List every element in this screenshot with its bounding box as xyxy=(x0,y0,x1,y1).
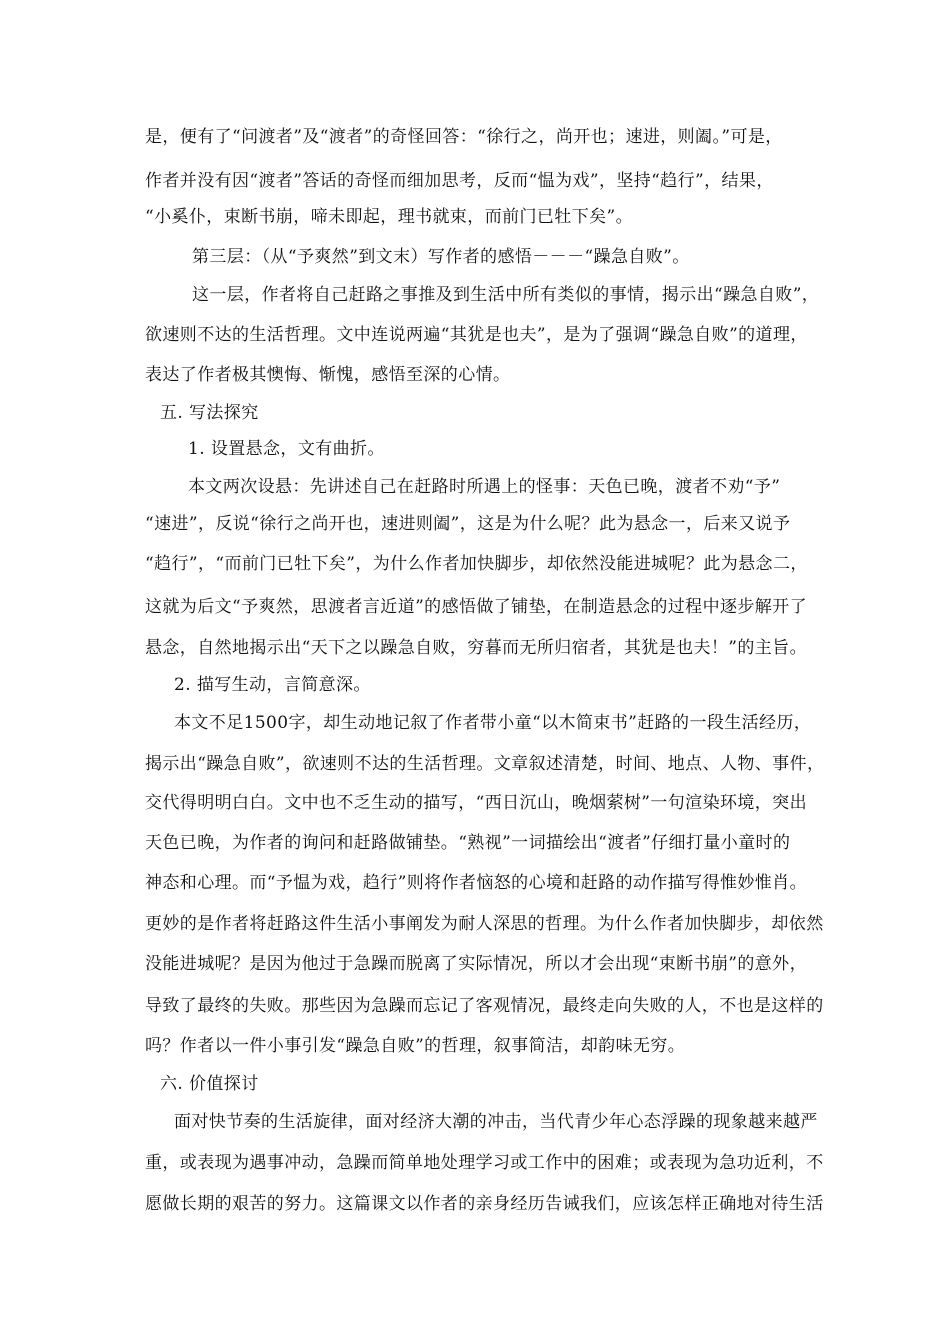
text-line: 愿做长期的艰苦的努力。这篇课文以作者的亲身经历告诫我们，应该怎样正确地对待生活 xyxy=(145,1194,824,1214)
text-line: 这就为后文“予爽然，思渡者言近道”的感悟做了铺垫，在制造悬念的过程中逐步解开了 xyxy=(145,597,807,617)
text-line: 本文不足1500字，却生动地记叙了作者带小童“以木简束书”赶路的一段生活经历， xyxy=(174,713,812,733)
text-line: 是，便有了“问渡者”及“渡者”的奇怪回答：“徐行之，尚开也；速进，则阖。”可是， xyxy=(145,127,783,147)
text-line: “趋行”，“而前门已牡下矣”，为什么作者加快脚步，却依然没能进城呢？此为悬念二， xyxy=(145,554,808,574)
text-line: 没能进城呢？是因为他过于急躁而脱离了实际情况，所以才会出现“束断书崩”的意外， xyxy=(145,954,807,974)
section-heading-layer-three: 第三层：（从“予爽然”到文末）写作者的感悟－－－“躁急自败”。 xyxy=(192,247,690,267)
section-heading-value-discussion: 六. 价值探讨 xyxy=(160,1074,259,1094)
section-heading-writing-style: 五. 写法探究 xyxy=(160,403,259,423)
text-line: 作者并没有因“渡者”答话的奇怪而细加思考，反而“愠为戏”，坚持“趋行”，结果， xyxy=(145,171,774,191)
text-line: 这一层，作者将自己赶路之事推及到生活中所有类似的事情，揭示出“躁急自败”， xyxy=(192,285,820,305)
text-line: 吗？作者以一件小事引发“躁急自败”的哲理，叙事简洁，却韵味无穷。 xyxy=(145,1036,686,1056)
text-line: 交代得明明白白。文中也不乏生动的描写，“西日沉山，晚烟萦树”一句渲染环境，突出 xyxy=(145,793,807,813)
text-line: 重，或表现为遇事冲动，急躁而简单地处理学习或工作中的困难；或表现为急功近利，不 xyxy=(145,1153,824,1173)
text-line: 悬念，自然地揭示出“天下之以躁急自败，穷暮而无所归宿者，其犹是也夫！”的主旨。 xyxy=(145,638,807,658)
text-line: 导致了最终的失败。那些因为急躁而忘记了客观情况，最终走向失败的人，不也是这样的 xyxy=(145,996,824,1016)
subheading-suspense: 1. 设置悬念，文有曲折。 xyxy=(188,439,385,459)
text-line: 本文两次设悬：先讲述自己在赶路时所遇上的怪事：天色已晚，渡者不劝“予” xyxy=(188,477,781,497)
text-line: 更妙的是作者将赶路这件生活小事阐发为耐人深思的哲理。为什么作者加快脚步，却依然 xyxy=(145,914,824,934)
text-line: 揭示出“躁急自败”，欲速则不达的生活哲理。文章叙述清楚，时间、地点、人物、事件， xyxy=(145,754,825,774)
text-line: 天色已晚，为作者的询问和赶路做铺垫。“熟视”一词描绘出“渡者”仔细打量小童时的 xyxy=(145,833,791,853)
text-line: “小奚仆，束断书崩，啼未即起，理书就束，而前门已牡下矣”。 xyxy=(145,207,633,227)
text-line: “速进”，反说“徐行之尚开也，速进则阖”，这是为什么呢？此为悬念一，后来又说予 xyxy=(145,514,791,534)
text-line: 面对快节奏的生活旋律，面对经济大潮的冲击，当代青少年心态浮躁的现象越来越严 xyxy=(174,1112,818,1132)
text-line: 欲速则不达的生活哲理。文中连说两遍“其犹是也夫”，是为了强调“躁急自败”的道理， xyxy=(145,325,808,345)
text-line: 表达了作者极其懊悔、惭愧，感悟至深的心情。 xyxy=(145,365,511,385)
subheading-vivid-description: 2. 描写生动，言简意深。 xyxy=(174,675,371,695)
text-line: 神态和心理。而“予愠为戏，趋行”则将作者恼怒的心境和赶路的动作描写得惟妙惟肖。 xyxy=(145,873,807,893)
